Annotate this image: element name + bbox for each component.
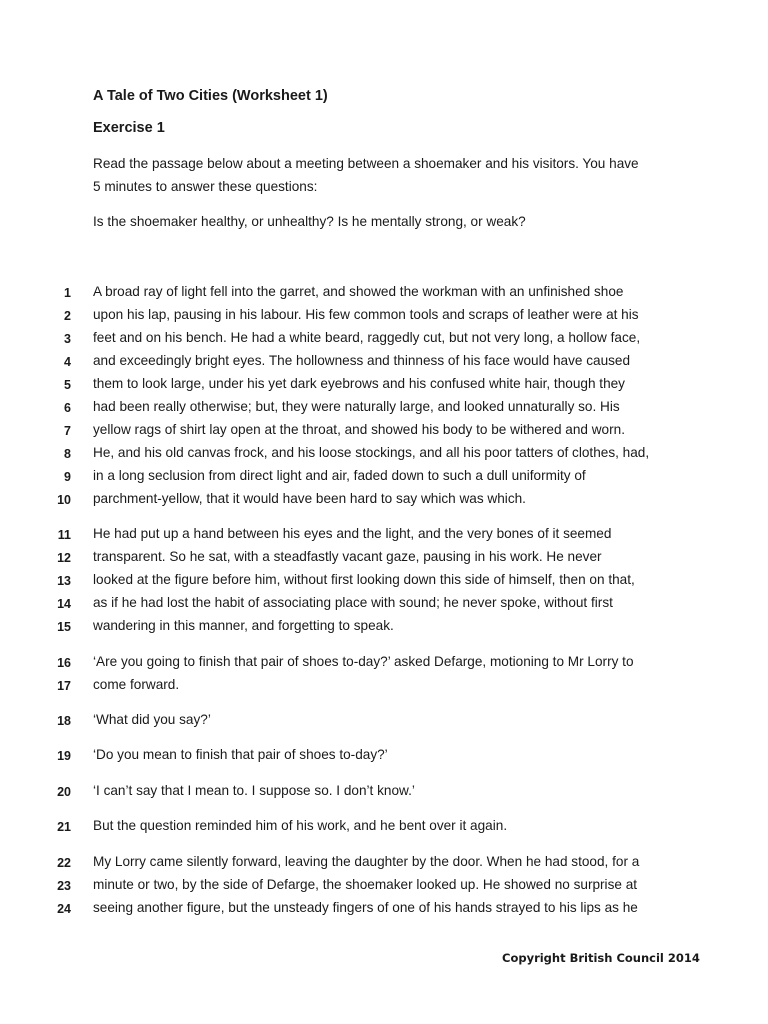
line-number: 15 xyxy=(57,620,71,634)
line-text: ‘I can’t say that I mean to. I suppose so. I don’t know.’ xyxy=(93,783,415,798)
passage-line xyxy=(0,445,768,465)
passage-line xyxy=(0,284,768,304)
passage-line xyxy=(0,818,768,838)
line-number: 16 xyxy=(57,656,71,670)
line-number: 7 xyxy=(64,424,71,438)
passage-line xyxy=(0,654,768,674)
passage-line xyxy=(0,549,768,569)
passage-line xyxy=(0,422,768,442)
line-number: 3 xyxy=(64,332,71,346)
question-line: Is the shoemaker healthy, or unhealthy? Is he mentally strong, or weak? xyxy=(93,214,526,229)
instruction-line-1: Read the passage below about a meeting between a shoemaker and his visitors. You have xyxy=(93,156,639,171)
line-number: 1 xyxy=(64,286,71,300)
passage-line xyxy=(0,572,768,592)
passage-line xyxy=(0,854,768,874)
line-number: 18 xyxy=(57,714,71,728)
line-text: But the question reminded him of his work, and he bent over it again. xyxy=(93,818,508,833)
passage-line xyxy=(0,618,768,638)
line-number: 14 xyxy=(57,597,71,611)
line-text: He had put up a hand between his eyes and the light, and the very bones of it seemed xyxy=(93,526,612,541)
line-text: ‘What did you say?’ xyxy=(93,712,211,727)
passage-line xyxy=(0,877,768,897)
passage-line xyxy=(0,783,768,803)
line-text: My Lorry came silently forward, leaving the daughter by the door. When he had stood, for a xyxy=(93,854,640,869)
line-text: come forward. xyxy=(93,677,180,692)
passage-line xyxy=(0,307,768,327)
line-number: 24 xyxy=(57,902,71,916)
passage-line xyxy=(0,526,768,546)
passage-line xyxy=(0,376,768,396)
line-text: had been really otherwise; but, they were naturally large, and looked unnaturally so. His xyxy=(93,399,620,414)
line-number: 6 xyxy=(64,401,71,415)
line-number: 23 xyxy=(57,879,71,893)
line-text: and exceedingly bright eyes. The hollowness and thinness of his face would have caused xyxy=(93,353,631,368)
line-number: 10 xyxy=(57,493,71,507)
line-number: 5 xyxy=(64,378,71,392)
line-text: He, and his old canvas frock, and his loose stockings, and all his poor tatters of clothes, had, xyxy=(93,445,650,460)
line-number: 17 xyxy=(57,679,71,693)
line-text: minute or two, by the side of Defarge, the shoemaker looked up. He showed no surprise at xyxy=(93,877,638,892)
passage-line xyxy=(0,353,768,373)
line-number: 11 xyxy=(57,528,71,542)
line-text: seeing another figure, but the unsteady fingers of one of his hands strayed to his lips as he xyxy=(93,900,638,915)
passage-line xyxy=(0,468,768,488)
passage-line xyxy=(0,747,768,767)
passage-line xyxy=(0,677,768,697)
exercise-heading: Exercise 1 xyxy=(93,120,165,136)
line-number: 21 xyxy=(57,820,71,834)
line-number: 19 xyxy=(57,749,71,763)
line-number: 8 xyxy=(64,447,71,461)
line-text: yellow rags of shirt lay open at the throat, and showed his body to be withered and worn. xyxy=(93,422,625,437)
line-number: 2 xyxy=(64,309,71,323)
line-number: 9 xyxy=(64,470,71,484)
line-text: them to look large, under his yet dark eyebrows and his confused white hair, though they xyxy=(93,376,625,391)
passage-line xyxy=(0,595,768,615)
line-number: 12 xyxy=(57,551,71,565)
worksheet-title: A Tale of Two Cities (Worksheet 1) xyxy=(93,88,328,104)
passage-line xyxy=(0,712,768,732)
passage-line xyxy=(0,491,768,511)
copyright-footer: Copyright British Council 2014 xyxy=(502,951,700,965)
line-text: as if he had lost the habit of associating place with sound; he never spoke, without first xyxy=(93,595,613,610)
passage-line xyxy=(0,399,768,419)
line-text: ‘Do you mean to finish that pair of shoes to-day?’ xyxy=(93,747,388,762)
passage-line xyxy=(0,900,768,920)
line-text: upon his lap, pausing in his labour. His few common tools and scraps of leather were at his xyxy=(93,307,639,322)
line-number: 20 xyxy=(57,785,71,799)
line-number: 22 xyxy=(57,856,71,870)
line-text: feet and on his bench. He had a white beard, raggedly cut, but not very long, a hollow face, xyxy=(93,330,641,345)
line-text: in a long seclusion from direct light and air, faded down to such a dull uniformity of xyxy=(93,468,586,483)
line-text: transparent. So he sat, with a steadfastly vacant gaze, pausing in his work. He never xyxy=(93,549,602,564)
passage-line xyxy=(0,330,768,350)
line-text: looked at the figure before him, without first looking down this side of himself, then on that, xyxy=(93,572,635,587)
line-number: 4 xyxy=(64,355,71,369)
line-text: A broad ray of light fell into the garret, and showed the workman with an unfinished shoe xyxy=(93,284,624,299)
line-text: parchment-yellow, that it would have been hard to say which was which. xyxy=(93,491,526,506)
line-number: 13 xyxy=(57,574,71,588)
line-text: ‘Are you going to finish that pair of shoes to-day?’ asked Defarge, motioning to Mr Lorry to xyxy=(93,654,634,669)
instruction-line-2: 5 minutes to answer these questions: xyxy=(93,179,318,194)
line-text: wandering in this manner, and forgetting to speak. xyxy=(93,618,394,633)
